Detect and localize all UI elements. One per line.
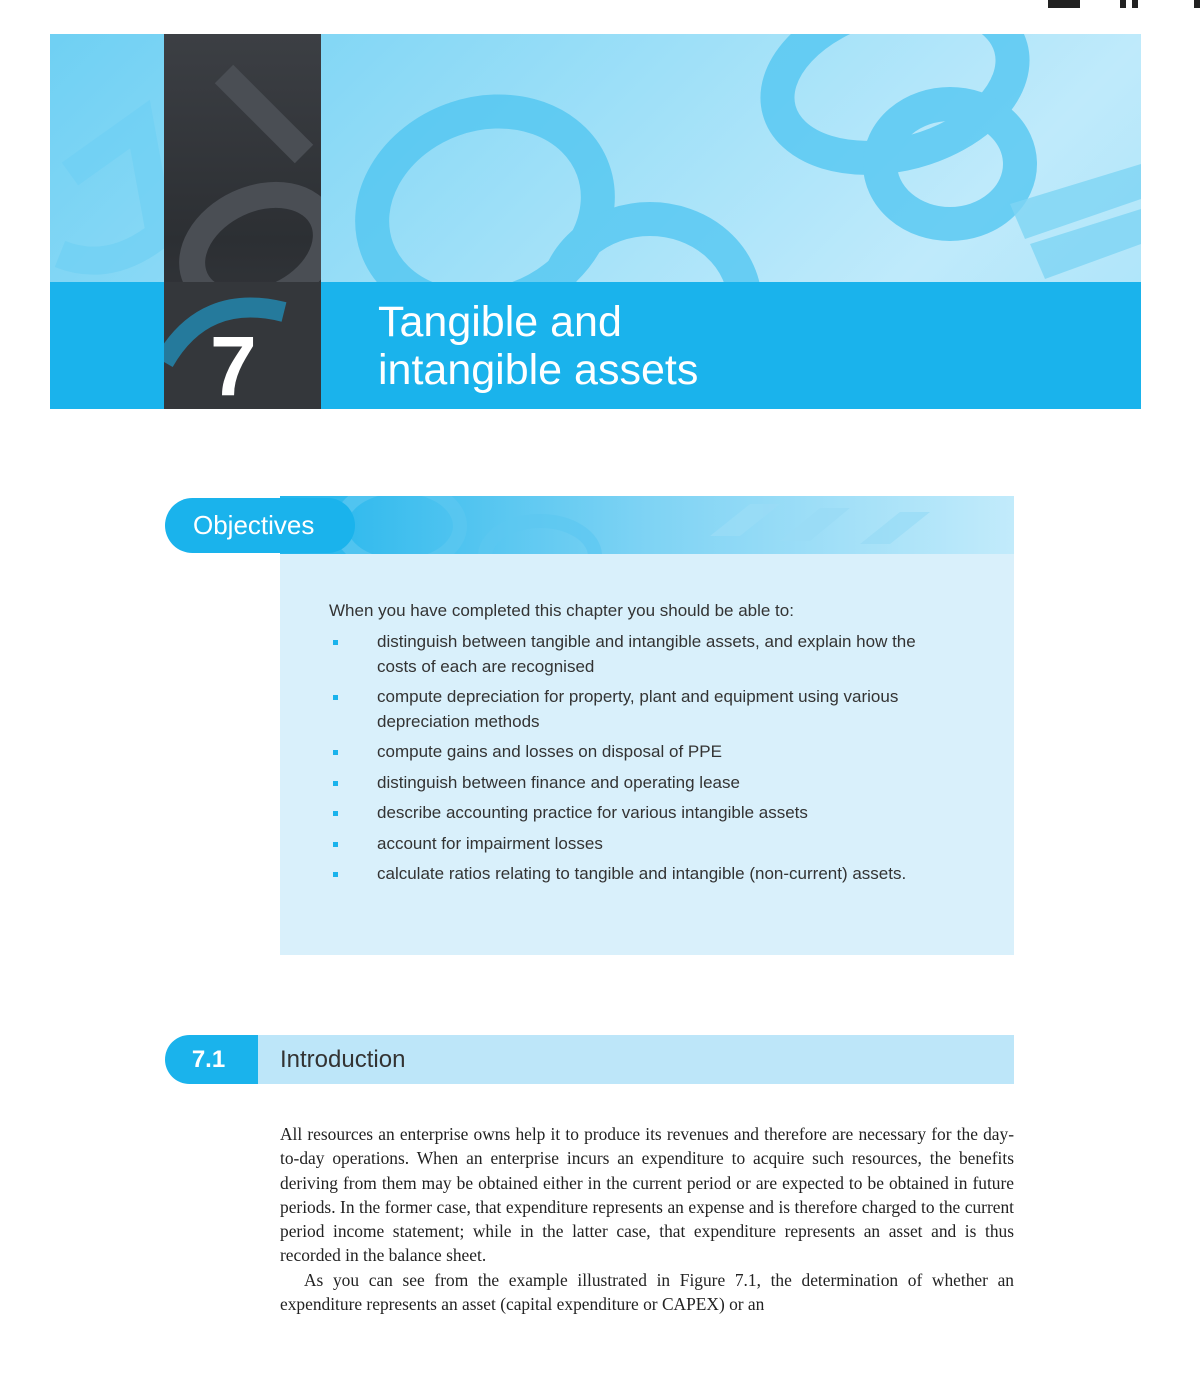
objective-item <box>329 832 949 857</box>
body-paragraph: As you can see from the example illustrated in Figure 7.1, the determination of whether an expenditure represents an asset (capital expenditure or CAPEX) or an <box>280 1269 1014 1315</box>
objectives-list <box>329 630 949 893</box>
section-title: Introduction <box>280 1046 406 1073</box>
objective-item <box>329 801 949 826</box>
bullet-icon <box>333 842 338 847</box>
objective-item <box>329 630 949 679</box>
objective-text: distinguish between tangible and intangible assets, and explain how the costs of each are recognised <box>377 632 916 676</box>
chapter-banner <box>50 34 1141 409</box>
objective-item <box>329 740 949 765</box>
objective-text: account for impairment losses <box>377 833 603 853</box>
section-number: 7.1 <box>165 1035 258 1084</box>
objectives-heading: Objectives <box>165 498 355 553</box>
chapter-title-line-2: intangible assets <box>378 346 699 394</box>
objective-text: compute depreciation for property, plant and equipment using various depreciation methods <box>377 687 899 731</box>
objective-text: describe accounting practice for various intangible assets <box>377 803 808 822</box>
objectives-intro: When you have completed this chapter you should be able to: <box>329 601 794 620</box>
bullet-icon <box>333 811 338 816</box>
objectives-header-bar <box>280 496 1014 554</box>
section-body <box>280 1122 1014 1316</box>
bullet-icon <box>333 640 338 645</box>
chapter-title-line-1: Tangible and <box>378 298 622 346</box>
objective-item <box>329 862 949 887</box>
chapter-title <box>378 298 1078 394</box>
objective-text: compute gains and losses on disposal of PPE <box>377 742 722 761</box>
objective-text: distinguish between finance and operating lease <box>377 772 740 792</box>
body-paragraph: All resources an enterprise owns help it to produce its revenues and therefore are necessary for the day-to-day operations. When an enterprise incurs an expenditure to acquire such resources, the benefits deriving from them may be obtained either in the current period or are expected to be obtained in future periods. In the former case, that expenditure represents an expense and is therefore charged to the current period income statement; while in the latter case, that expenditure represents an asset and is thus recorded in the balance sheet. <box>280 1124 1014 1266</box>
objective-item <box>329 771 949 796</box>
bullet-icon <box>333 695 338 700</box>
objective-item <box>329 685 949 734</box>
objectives-header-art <box>280 496 1014 554</box>
chapter-number: 7 <box>210 319 257 409</box>
bullet-icon <box>333 750 338 755</box>
bullet-icon <box>333 872 338 877</box>
objective-text: calculate ratios relating to tangible and intangible (non-current) assets. <box>377 864 907 883</box>
page-corner-marks <box>1010 0 1200 10</box>
bullet-icon <box>333 781 338 786</box>
